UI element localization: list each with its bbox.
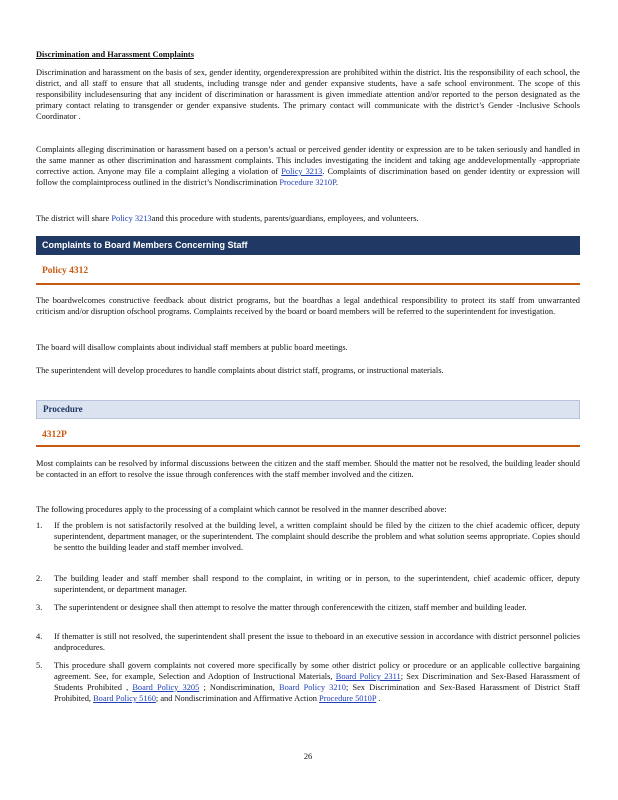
text: . [335, 177, 338, 187]
list-number: 3. [36, 603, 43, 612]
text: This procedure shall govern complaints not covered more specifically by some other district policy or procedure or an applicable collective bargaining agreement. See, for example, Selection and Adoption of Instructional Materials, [54, 661, 580, 681]
link-board-policy-3210[interactable]: Board Policy 3210 [278, 682, 346, 692]
text: . Complaints of discrimination based on gender identity or expression will follow the complaintprocess outlined in the district’s Nondiscrimination [36, 166, 580, 187]
text: ; Nondiscrimination, [199, 682, 279, 692]
paragraph-district-share [36, 214, 419, 225]
link-policy-3213[interactable]: Policy 3213 [281, 166, 323, 176]
text: . [376, 693, 381, 703]
section-title: Discrimination and Harassment Complaints [36, 50, 194, 59]
text: The district will share [36, 214, 112, 223]
procedure-heading: Procedure [36, 400, 580, 419]
paragraph-complaints-alleging [36, 145, 580, 189]
section-banner: Complaints to Board Members Concerning Staff [36, 236, 580, 255]
paragraph-superintendent: The superintendent will develop procedures to handle complaints about district staff, programs, or instructional materials. [36, 366, 444, 375]
list-item [54, 661, 580, 705]
text: ; Sex Discrimination and Sex-Based Harassment of Students Prohibited , [54, 671, 581, 692]
link-board-policy-5160[interactable]: Board Policy 5160 [93, 693, 156, 703]
text: ; Sex Discrimination and Sex-Based Harassment of District Staff Prohibited, [54, 682, 581, 703]
link-procedure-3210p[interactable]: Procedure 3210P [279, 177, 336, 187]
paragraph-board-feedback: The boardwelcomes constructive feedback about district programs, but the boardhas a legal andethical responsibility to protect its staff from unwarranted criticism and/or disruption ofschool programs. Complaints received by the board or board members will be referred to the superintendent for investigation. [36, 296, 580, 316]
link-procedure-5010p[interactable]: Procedure 5010P [319, 693, 377, 703]
paragraph-following-procedures: The following procedures apply to the processing of a complaint which cannot be resolved in the manner described above: [36, 505, 447, 514]
divider [36, 283, 580, 285]
paragraph-board-disallow: The board will disallow complaints about individual staff members at public board meetings. [36, 343, 348, 352]
policy-label: Policy 4312 [42, 266, 89, 276]
paragraph-discrimination: Discrimination and harassment on the basis of sex, gender identity, orgenderexpression are prohibited within the district. Itis the responsibility of each school, the district, and all staff to ensure that all students, including transge nder and gender expansive students, have a safe school environment. The scope of this responsibility includesensuring that any incident of discrimination or harassment is given immediate attention and/or reported to the person designated as the primary contact relating to transgender or gender expansive students. The primary contact will communicate with the district’s Gender -Inclusive Schools Coordinator . [36, 68, 580, 121]
link-board-policy-3205[interactable]: Board Policy 3205 [132, 682, 200, 692]
text: Complaints alleging discrimination or harassment based on a person’s actual or perceived gender identity or expression are to be taken seriously and handled in the same manner as other discrimination and harassment complaints. This includes investigating the incident and taking age anddevelopmentally -appropriate corrective action. Anyone may file a complaint alleging a violation of [36, 145, 580, 176]
list-number: 2. [36, 574, 43, 583]
list-item: If thematter is still not resolved, the superintendent shall present the issue to theboard in an executive session in accordance with district personnel policies andprocedures. [54, 632, 580, 652]
list-number: 5. [36, 661, 43, 670]
text: ; and Nondiscrimination and Affirmative Action [155, 693, 320, 703]
list-number: 4. [36, 632, 43, 641]
procedure-number: 4312P [42, 430, 67, 440]
text: and this procedure with students, parents/guardians, employees, and volunteers. [151, 214, 419, 223]
divider [36, 445, 580, 447]
list-number: 1. [36, 521, 43, 530]
list-item: The superintendent or designee shall then attempt to resolve the matter through conferencewith the citizen, staff member and building leader. [54, 603, 527, 612]
page-number: 26 [303, 752, 313, 761]
paragraph-most-complaints: Most complaints can be resolved by informal discussions between the citizen and the staff member. Should the matter not be resolved, the building leader should be contacted in an effort to resolve the issue through conferences with the staff member involved and the citizen. [36, 459, 580, 479]
link-policy-3213[interactable]: Policy 3213 [111, 214, 152, 223]
list-item: If the problem is not satisfactorily resolved at the building level, a written complaint should be filed by the citizen to the chief academic officer, deputy superintendent, department manager, or the superintendent. The complaint should describe the problem and what solution seems appropriate. Copies should be sentto the building leader and staff member involved. [54, 521, 580, 552]
link-board-policy-2311[interactable]: Board Policy 2311 [335, 671, 401, 681]
list-item: The building leader and staff member shall respond to the complaint, in writing or in person, to the superintendent, chief academic officer, deputy superintendent, or department manager. [54, 574, 580, 594]
